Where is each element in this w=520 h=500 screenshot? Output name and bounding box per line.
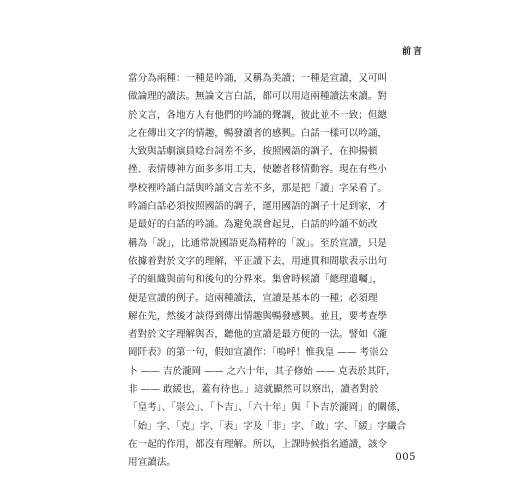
text-line: 用宣讀法。: [128, 457, 176, 469]
running-header: 前言: [401, 47, 424, 57]
text-line: 「始」字、「克」字、「表」字及「非」字、「敢」字、「緩」字繊合: [128, 420, 407, 432]
text-line: 便是宣讀的例子。這兩種讀法，宣讀是基本的一種；必須理: [128, 292, 378, 304]
text-line: 大致與話劇演員唸台詞差不多，按照國語的調子，在抑揚頓: [128, 146, 378, 158]
text-line: 於文言，各地方人有他們的吟誦的聲調，彼此並不一致；但總: [128, 109, 388, 121]
text-line: 非 —— 敢緩也，蓋有待也。」這就顯然可以察出，讀者對於: [128, 384, 379, 396]
text-line: 者對於文字理解與否，聽他的宣讀是最方便的一法。譬如《瀧: [128, 329, 388, 341]
text-line: 卜 —— 吉於瀧岡 —— 之六十年，其子修始 —— 克表於其阡，: [128, 365, 396, 377]
body-text: [128, 70, 410, 473]
page-number: 005: [395, 452, 416, 463]
text-line: 岡阡表》的第一句，假如宣讀作：「嗚呼！惟我皇 —— 考崇公: [128, 347, 389, 359]
text-line: 在一起的作用，都沒有理解。所以，上課時候指名通讀，該令: [128, 438, 388, 450]
text-line: 挫、表情傳神方面多多用工夫，使聽者移情動容。現在有些小: [128, 164, 388, 176]
text-line: 解在先，然後才談得到傳出情趣與暢發感興。並且，要考查學: [128, 310, 388, 322]
text-line: 之在傳出文字的情趣，暢發讀者的感興。白話一樣可以吟誦，: [128, 127, 388, 139]
text-line: 當分為兩種：一種是吟誦，又稱為美讀；一種是宣讀，又可叫: [128, 73, 388, 84]
text-line: 子的組織與前句和後句的分界來。集會時候讀「總理遺囑」，: [128, 274, 383, 286]
text-line: 是最好的白話的吟誦。為避免誤會起見，白話的吟誦不妨改: [128, 219, 378, 231]
text-line: 吟誦白話必須按照國語的調子，運用國語的調子十足到家，才: [128, 201, 388, 213]
text-line: 依據着對於文字的理解，平正讀下去，用連貫和間歇表示出句: [128, 255, 388, 267]
text-line: 做論理的讀法。無論文言白話，都可以用這兩種讀法來讀。對: [128, 91, 388, 103]
text-line: 稱為「說」，比通常說國語更為精粹的「說」。至於宣讀，只是: [128, 237, 388, 249]
text-line: 學校裡吟誦白話與吟誦文言差不多，那是把「讀」字呆看了。: [128, 182, 388, 194]
text-line: 「皇考」、「崇公」、「卜吉」、「六十年」與「卜吉於瀧岡」的關係，: [128, 402, 407, 414]
